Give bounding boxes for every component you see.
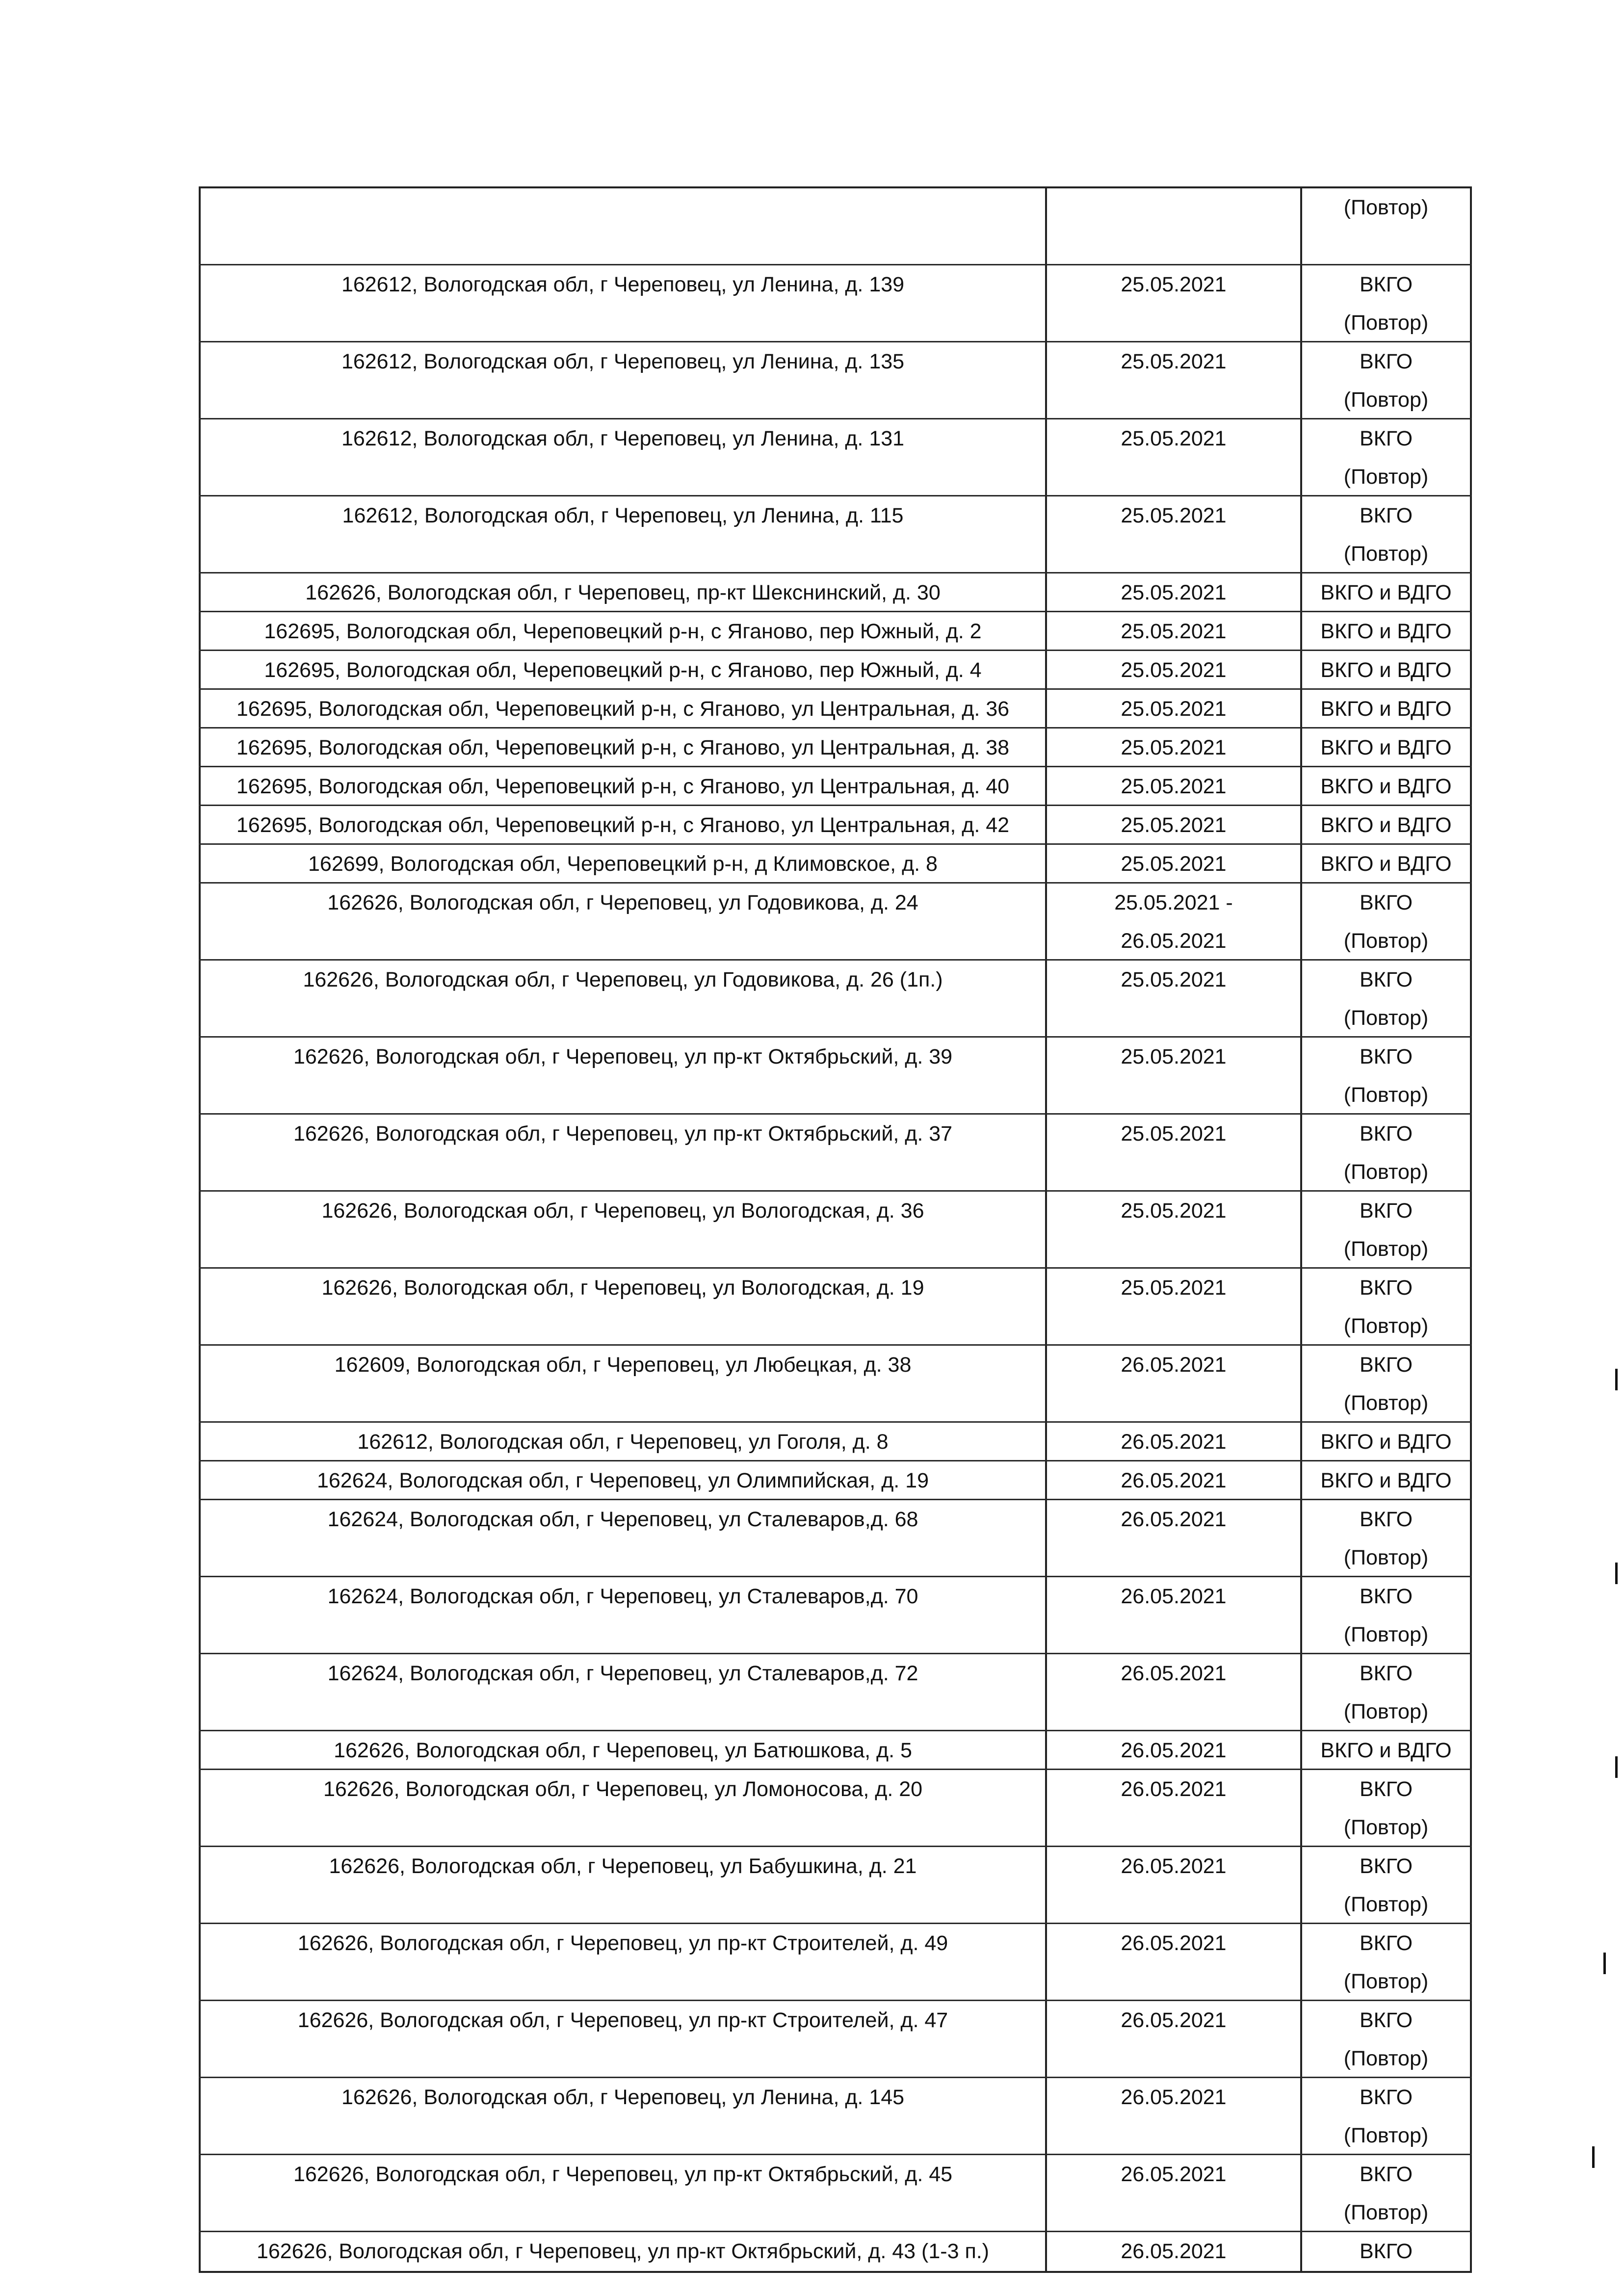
scan-edge-mark: [1615, 1756, 1618, 1778]
address-cell: [199, 1461, 1045, 1499]
address-text: 162695, Вологодская обл, Череповецкий р-н, с Яганово, ул Центральная, д. 38: [236, 736, 1010, 759]
inspection-type-text: (Повтор): [1343, 196, 1429, 219]
table-row: [199, 1461, 1472, 1500]
inspection-type-text: ВКГО: [1359, 968, 1413, 991]
date-cell: [1045, 767, 1300, 805]
address-text: 162612, Вологодская обл, г Череповец, ул Ленина, д. 115: [342, 504, 904, 527]
date-cell: [1045, 2078, 1300, 2154]
scan-edge-mark: [1592, 2146, 1595, 2168]
date-cell: [1045, 188, 1300, 264]
date-cell: [1045, 342, 1300, 418]
scan-edge-mark: [1615, 1369, 1618, 1390]
inspection-type-text: ВКГО и ВДГО: [1320, 736, 1452, 759]
table-row: [199, 1770, 1472, 1847]
date-text: 25.05.2021: [1121, 620, 1227, 643]
address-cell: [199, 2001, 1045, 2077]
address-text: 162612, Вологодская обл, г Череповец, ул Ленина, д. 135: [341, 350, 905, 373]
date-text: 26.05.2021: [1121, 929, 1227, 953]
address-text: 162612, Вологодская обл, г Череповец, ул Гоголя, д. 8: [357, 1430, 889, 1454]
date-text: 25.05.2021: [1121, 775, 1227, 798]
table-row: [199, 729, 1472, 767]
inspection-type-cell: [1300, 574, 1472, 611]
table-row: [199, 1654, 1472, 1731]
inspection-type-text: ВКГО: [1359, 1045, 1413, 1069]
inspection-type-text: ВКГО: [1359, 2008, 1413, 2032]
inspection-type-text: (Повтор): [1343, 388, 1429, 412]
address-cell: [199, 1847, 1045, 1923]
table-row: [199, 2155, 1472, 2232]
table-row: [199, 1577, 1472, 1654]
date-cell: [1045, 1192, 1300, 1267]
date-text: 26.05.2021: [1121, 1585, 1227, 1608]
date-text: 25.05.2021: [1121, 813, 1227, 837]
table-row: [199, 690, 1472, 729]
date-cell: [1045, 690, 1300, 727]
inspection-type-cell: [1300, 2155, 1472, 2231]
address-cell: [199, 1346, 1045, 1421]
inspection-type-cell: [1300, 1770, 1472, 1846]
address-cell: [199, 265, 1045, 341]
inspection-type-cell: [1300, 767, 1472, 805]
inspection-type-text: (Повтор): [1343, 929, 1429, 953]
address-cell: [199, 884, 1045, 959]
date-text: 25.05.2021: [1121, 658, 1227, 682]
date-cell: [1045, 884, 1300, 959]
address-cell: [199, 1577, 1045, 1653]
inspection-type-cell: [1300, 1731, 1472, 1769]
address-text: 162624, Вологодская обл, г Череповец, ул Сталеваров,д. 72: [327, 1662, 918, 1685]
inspection-type-text: (Повтор): [1343, 1893, 1429, 1916]
date-text: 25.05.2021: [1121, 736, 1227, 759]
address-text: 162626, Вологодская обл, г Череповец, ул пр-кт Октябрьский, д. 45: [293, 2163, 953, 2186]
inspection-type-cell: [1300, 188, 1472, 264]
inspection-type-text: (Повтор): [1343, 1816, 1429, 1839]
date-cell: [1045, 265, 1300, 341]
table-row: [199, 2232, 1472, 2271]
inspection-type-text: (Повтор): [1343, 542, 1429, 566]
address-cell: [199, 188, 1045, 264]
table-row: [199, 767, 1472, 806]
address-text: [201, 188, 1045, 227]
date-text: 25.05.2021: [1121, 1199, 1227, 1223]
inspection-type-text: (Повтор): [1343, 1006, 1429, 1030]
inspection-type-text: (Повтор): [1343, 1623, 1429, 1646]
address-text: 162624, Вологодская обл, г Череповец, ул Сталеваров,д. 68: [327, 1508, 918, 1531]
inspection-type-text: (Повтор): [1343, 1700, 1429, 1723]
date-cell: [1045, 651, 1300, 688]
address-text: 162695, Вологодская обл, Череповецкий р-н, с Яганово, ул Центральная, д. 36: [236, 697, 1010, 721]
address-cell: [199, 1500, 1045, 1576]
inspection-type-text: ВКГО: [1359, 891, 1413, 914]
inspection-type-cell: [1300, 806, 1472, 843]
inspection-type-cell: [1300, 690, 1472, 727]
inspection-type-cell: [1300, 1346, 1472, 1421]
table-row: [199, 1269, 1472, 1346]
address-cell: [199, 767, 1045, 805]
address-cell: [199, 419, 1045, 495]
address-text: 162626, Вологодская обл, г Череповец, ул пр-кт Строителей, д. 47: [297, 2008, 948, 2032]
address-text: 162626, Вологодская обл, г Череповец, ул Ленина, д. 145: [341, 2085, 905, 2109]
inspection-type-cell: [1300, 1654, 1472, 1730]
inspection-schedule-table: [199, 186, 1472, 2273]
inspection-type-text: ВКГО и ВДГО: [1320, 697, 1452, 721]
table-row: [199, 612, 1472, 651]
inspection-type-text: ВКГО: [1359, 2240, 1413, 2263]
inspection-type-cell: [1300, 1500, 1472, 1576]
address-text: 162626, Вологодская обл, г Череповец, ул пр-кт Октябрьский, д. 39: [293, 1045, 953, 1069]
date-text: 25.05.2021: [1121, 427, 1227, 450]
inspection-type-cell: [1300, 612, 1472, 650]
inspection-type-cell: [1300, 1577, 1472, 1653]
date-text: 26.05.2021: [1121, 1662, 1227, 1685]
date-cell: [1045, 2155, 1300, 2231]
date-text: 25.05.2021: [1121, 968, 1227, 991]
date-cell: [1045, 1770, 1300, 1846]
date-cell: [1045, 845, 1300, 882]
date-cell: [1045, 1847, 1300, 1923]
inspection-type-text: (Повтор): [1343, 2124, 1429, 2147]
address-cell: [199, 845, 1045, 882]
address-text: 162626, Вологодская обл, г Череповец, ул Батюшкова, д. 5: [334, 1739, 912, 1762]
date-text: 25.05.2021: [1121, 273, 1227, 296]
inspection-type-cell: [1300, 2232, 1472, 2271]
inspection-type-cell: [1300, 1115, 1472, 1190]
inspection-type-cell: [1300, 884, 1472, 959]
table-row: [199, 1423, 1472, 1461]
address-cell: [199, 690, 1045, 727]
address-text: 162626, Вологодская обл, г Череповец, ул Бабушкина, д. 21: [329, 1854, 917, 1878]
inspection-type-text: ВКГО и ВДГО: [1320, 581, 1452, 604]
date-text: 25.05.2021: [1121, 1045, 1227, 1069]
date-text: 26.05.2021: [1121, 1739, 1227, 1762]
table-row: [199, 806, 1472, 845]
table-row: [199, 1115, 1472, 1192]
address-text: 162626, Вологодская обл, г Череповец, ул пр-кт Строителей, д. 49: [297, 1931, 948, 1955]
inspection-type-cell: [1300, 265, 1472, 341]
address-cell: [199, 1192, 1045, 1267]
address-text: 162626, Вологодская обл, г Череповец, ул Ломоносова, д. 20: [323, 1777, 923, 1801]
date-cell: [1045, 496, 1300, 572]
date-text: 26.05.2021: [1121, 1469, 1227, 1492]
address-text: 162609, Вологодская обл, г Череповец, ул Любецкая, д. 38: [334, 1353, 912, 1377]
date-text: 26.05.2021: [1121, 1777, 1227, 1801]
address-cell: [199, 1924, 1045, 2000]
inspection-type-text: ВКГО и ВДГО: [1320, 775, 1452, 798]
date-cell: [1045, 419, 1300, 495]
inspection-type-text: ВКГО: [1359, 2163, 1413, 2186]
address-cell: [199, 806, 1045, 843]
date-cell: [1045, 612, 1300, 650]
table-row: [199, 2078, 1472, 2155]
address-text: 162624, Вологодская обл, г Череповец, ул Олимпийская, д. 19: [316, 1469, 929, 1492]
address-cell: [199, 1654, 1045, 1730]
table-row: [199, 188, 1472, 265]
address-cell: [199, 1115, 1045, 1190]
table-row: [199, 1038, 1472, 1115]
date-text: 26.05.2021: [1121, 2008, 1227, 2032]
address-text: 162626, Вологодская обл, г Череповец, ул Вологодская, д. 19: [321, 1276, 924, 1300]
inspection-type-cell: [1300, 1269, 1472, 1344]
inspection-type-cell: [1300, 2001, 1472, 2077]
date-cell: [1045, 1924, 1300, 2000]
address-text: 162626, Вологодская обл, г Череповец, пр-кт Шекснинский, д. 30: [305, 581, 941, 604]
date-text: 26.05.2021: [1121, 2085, 1227, 2109]
date-cell: [1045, 1423, 1300, 1460]
date-text: 26.05.2021: [1121, 1353, 1227, 1377]
inspection-type-text: ВКГО и ВДГО: [1320, 852, 1452, 876]
inspection-type-text: (Повтор): [1343, 465, 1429, 489]
date-cell: [1045, 1654, 1300, 1730]
date-text: 25.05.2021: [1121, 504, 1227, 527]
address-text: 162695, Вологодская обл, Череповецкий р-н, с Яганово, ул Центральная, д. 42: [236, 813, 1010, 837]
inspection-type-cell: [1300, 1038, 1472, 1113]
address-text: 162626, Вологодская обл, г Череповец, ул пр-кт Октябрьский, д. 37: [293, 1122, 953, 1146]
inspection-type-text: (Повтор): [1343, 1083, 1429, 1107]
inspection-type-text: ВКГО: [1359, 2085, 1413, 2109]
date-cell: [1045, 1731, 1300, 1769]
scan-edge-mark: [1615, 1563, 1618, 1584]
inspection-type-text: ВКГО: [1359, 1854, 1413, 1878]
address-cell: [199, 342, 1045, 418]
table-row: [199, 1924, 1472, 2001]
address-cell: [199, 1038, 1045, 1113]
address-cell: [199, 612, 1045, 650]
date-cell: [1045, 1038, 1300, 1113]
date-cell: [1045, 1269, 1300, 1344]
date-cell: [1045, 574, 1300, 611]
inspection-type-cell: [1300, 419, 1472, 495]
date-text: 25.05.2021: [1121, 1276, 1227, 1300]
table-row: [199, 884, 1472, 961]
inspection-type-text: ВКГО: [1359, 504, 1413, 527]
inspection-type-text: ВКГО: [1359, 1662, 1413, 1685]
address-cell: [199, 496, 1045, 572]
date-text: [1047, 227, 1300, 264]
date-text: 26.05.2021: [1121, 1430, 1227, 1454]
inspection-type-text: (Повтор): [1343, 1970, 1429, 1993]
inspection-type-cell: [1300, 729, 1472, 766]
address-cell: [199, 1269, 1045, 1344]
inspection-type-text: (Повтор): [1343, 1314, 1429, 1338]
inspection-type-text: ВКГО и ВДГО: [1320, 620, 1452, 643]
address-text: 162612, Вологодская обл, г Череповец, ул Ленина, д. 139: [341, 273, 905, 296]
date-text: 26.05.2021: [1121, 1508, 1227, 1531]
address-cell: [199, 1731, 1045, 1769]
date-text: 25.05.2021: [1121, 581, 1227, 604]
table-row: [199, 2001, 1472, 2078]
address-cell: [199, 1423, 1045, 1460]
date-text: 25.05.2021: [1121, 350, 1227, 373]
inspection-type-text: ВКГО: [1359, 1122, 1413, 1146]
inspection-type-text: ВКГО и ВДГО: [1320, 813, 1452, 837]
date-cell: [1045, 729, 1300, 766]
table-row: [199, 574, 1472, 612]
inspection-type-cell: [1300, 651, 1472, 688]
table-row: [199, 961, 1472, 1038]
inspection-type-cell: [1300, 1423, 1472, 1460]
inspection-type-text: (Повтор): [1343, 1546, 1429, 1569]
inspection-type-text: ВКГО: [1359, 350, 1413, 373]
address-text: 162699, Вологодская обл, Череповецкий р-н, д Климовское, д. 8: [308, 852, 938, 876]
address-text: 162695, Вологодская обл, Череповецкий р-н, с Яганово, ул Центральная, д. 40: [236, 775, 1010, 798]
inspection-type-cell: [1300, 1192, 1472, 1267]
inspection-type-text: ВКГО: [1359, 273, 1413, 296]
address-cell: [199, 2155, 1045, 2231]
table-row: [199, 265, 1472, 342]
date-text: 26.05.2021: [1121, 2163, 1227, 2186]
table-row: [199, 419, 1472, 496]
inspection-type-text: ВКГО и ВДГО: [1320, 1430, 1452, 1454]
date-cell: [1045, 806, 1300, 843]
inspection-type-cell: [1300, 1461, 1472, 1499]
address-text: 162626, Вологодская обл, г Череповец, ул Годовикова, д. 26 (1п.): [303, 968, 943, 991]
date-cell: [1045, 1346, 1300, 1421]
inspection-type-text: (Повтор): [1343, 1391, 1429, 1415]
inspection-type-text: ВКГО: [1359, 427, 1413, 450]
inspection-type-text: (Повтор): [1343, 1160, 1429, 1184]
inspection-type-text: ВКГО: [1359, 1777, 1413, 1801]
inspection-type-text: (Повтор): [1343, 2047, 1429, 2070]
inspection-type-text: ВКГО: [1359, 1585, 1413, 1608]
address-cell: [199, 1770, 1045, 1846]
table-row: [199, 1346, 1472, 1423]
table-row: [199, 651, 1472, 690]
inspection-type-text: ВКГО: [1359, 1931, 1413, 1955]
date-text: [1047, 188, 1300, 227]
inspection-type-cell: [1300, 961, 1472, 1036]
address-cell: [199, 2078, 1045, 2154]
address-cell: [199, 574, 1045, 611]
inspection-type-text: ВКГО: [1359, 1276, 1413, 1300]
table-row: [199, 1731, 1472, 1770]
date-cell: [1045, 1500, 1300, 1576]
address-text: 162612, Вологодская обл, г Череповец, ул Ленина, д. 131: [341, 427, 905, 450]
inspection-type-cell: [1300, 496, 1472, 572]
inspection-type-text: (Повтор): [1343, 1237, 1429, 1261]
inspection-type-cell: [1300, 2078, 1472, 2154]
table-row: [199, 1500, 1472, 1577]
date-cell: [1045, 1577, 1300, 1653]
inspection-type-text: ВКГО и ВДГО: [1320, 1469, 1452, 1492]
address-text: 162695, Вологодская обл, Череповецкий р-н, с Яганово, пер Южный, д. 2: [264, 620, 982, 643]
date-text: 25.05.2021: [1121, 1122, 1227, 1146]
date-cell: [1045, 1461, 1300, 1499]
table-row: [199, 845, 1472, 884]
inspection-type-text: ВКГО: [1359, 1353, 1413, 1377]
scan-edge-mark: [1603, 1953, 1606, 1974]
inspection-type-text: ВКГО и ВДГО: [1320, 1739, 1452, 1762]
inspection-type-text: ВКГО: [1359, 1199, 1413, 1223]
date-cell: [1045, 961, 1300, 1036]
date-text: 26.05.2021: [1121, 1854, 1227, 1878]
date-cell: [1045, 2001, 1300, 2077]
inspection-type-cell: [1300, 845, 1472, 882]
date-text: 25.05.2021 -: [1114, 891, 1233, 914]
inspection-type-cell: [1300, 1924, 1472, 2000]
inspection-type-text: ВКГО: [1359, 1508, 1413, 1531]
date-cell: [1045, 2232, 1300, 2271]
inspection-type-cell: [1300, 1847, 1472, 1923]
table-row: [199, 1192, 1472, 1269]
date-text: 26.05.2021: [1121, 1931, 1227, 1955]
address-text: 162624, Вологодская обл, г Череповец, ул Сталеваров,д. 70: [327, 1585, 918, 1608]
inspection-type-text: (Повтор): [1343, 2201, 1429, 2224]
address-cell: [199, 651, 1045, 688]
table-row: [199, 342, 1472, 419]
address-text: 162626, Вологодская обл, г Череповец, ул Годовикова, д. 24: [327, 891, 918, 914]
date-text: 26.05.2021: [1121, 2240, 1227, 2263]
address-cell: [199, 729, 1045, 766]
date-text: 25.05.2021: [1121, 697, 1227, 721]
table-row: [199, 1847, 1472, 1924]
address-text: 162626, Вологодская обл, г Череповец, ул пр-кт Октябрьский, д. 43 (1-3 п.): [256, 2240, 990, 2263]
address-text: 162695, Вологодская обл, Череповецкий р-н, с Яганово, пер Южный, д. 4: [264, 658, 982, 682]
address-text: 162626, Вологодская обл, г Череповец, ул Вологодская, д. 36: [321, 1199, 924, 1223]
address-cell: [199, 961, 1045, 1036]
inspection-type-text: (Повтор): [1343, 311, 1429, 335]
address-cell: [199, 2232, 1045, 2271]
inspection-type-text: ВКГО и ВДГО: [1320, 658, 1452, 682]
date-cell: [1045, 1115, 1300, 1190]
inspection-type-cell: [1300, 342, 1472, 418]
date-text: 25.05.2021: [1121, 852, 1227, 876]
table-row: [199, 496, 1472, 574]
